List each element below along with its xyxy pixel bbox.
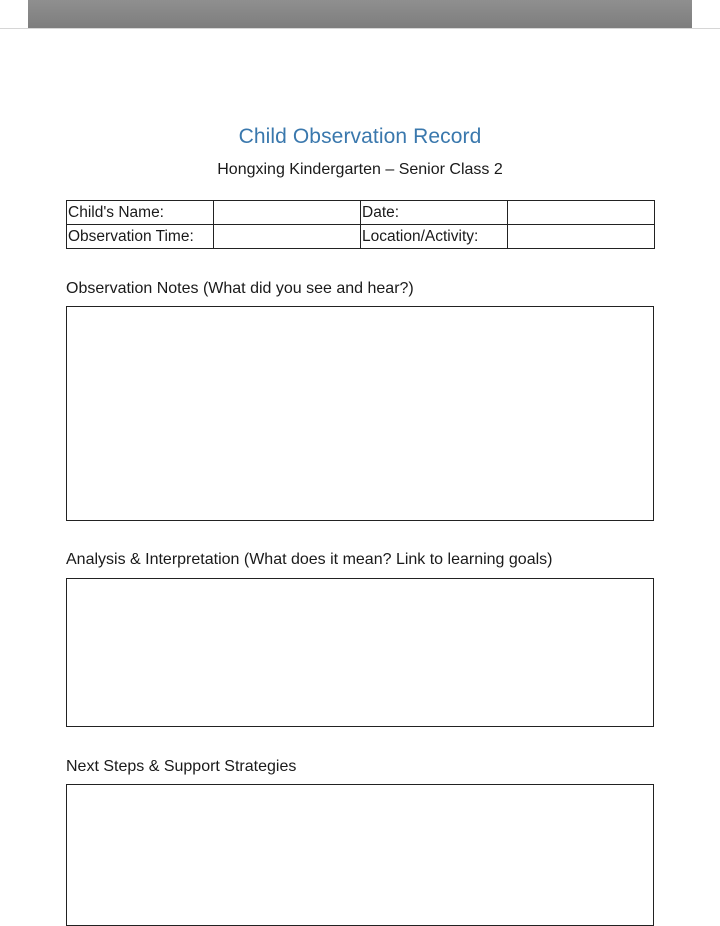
date-field[interactable] bbox=[508, 201, 655, 225]
document-subtitle: Hongxing Kindergarten – Senior Class 2 bbox=[217, 161, 503, 178]
date-label: Date: bbox=[361, 201, 508, 225]
viewer-toolbar bbox=[28, 0, 692, 29]
observation-notes-box[interactable] bbox=[66, 306, 654, 521]
child-info-table bbox=[66, 200, 655, 249]
location-activity-label: Location/Activity: bbox=[361, 225, 508, 249]
analysis-interpretation-box[interactable] bbox=[66, 578, 654, 727]
observation-time-label: Observation Time: bbox=[67, 225, 214, 249]
document-title: Child Observation Record bbox=[238, 125, 482, 148]
observation-time-field[interactable] bbox=[214, 225, 361, 249]
next-steps-label: Next Steps & Support Strategies bbox=[66, 758, 297, 775]
table-row bbox=[67, 201, 655, 225]
child-name-label: Child's Name: bbox=[67, 201, 214, 225]
next-steps-box[interactable] bbox=[66, 784, 654, 926]
table-row bbox=[67, 225, 655, 249]
observation-notes-label: Observation Notes (What did you see and hear?) bbox=[66, 280, 414, 297]
child-name-field[interactable] bbox=[214, 201, 361, 225]
document-page bbox=[0, 29, 720, 900]
location-activity-field[interactable] bbox=[508, 225, 655, 249]
analysis-interpretation-label: Analysis & Interpretation (What does it mean? Link to learning goals) bbox=[66, 551, 553, 568]
